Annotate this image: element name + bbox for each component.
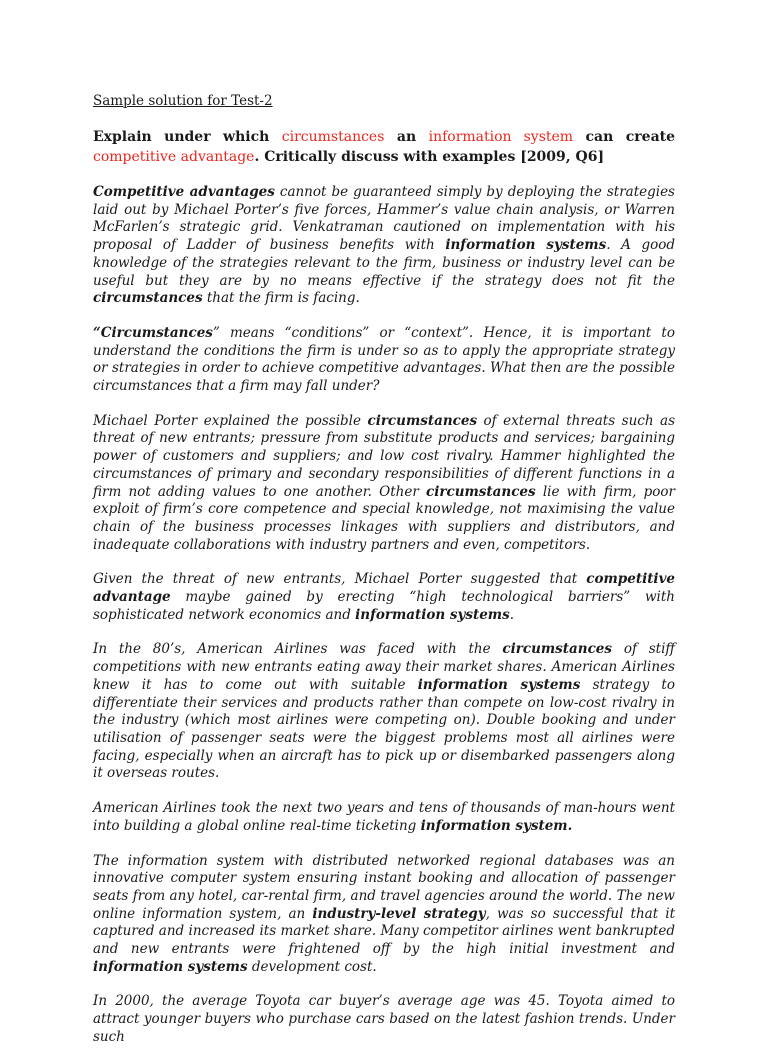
bold-term: “Circumstances	[93, 324, 213, 341]
bold-term: information systems	[417, 676, 581, 693]
paragraph-text: The information system with distributed networked regional databases was an innovative computer system ensuring instant booking and allocation of passenger seats from any hotel, car-rental firm, and travel agencies around the world. The new online information system, an	[93, 852, 675, 922]
paragraph-ticketing-system	[93, 800, 675, 835]
keyword-information-system: information system	[428, 129, 574, 145]
paragraph-text: development cost.	[247, 958, 377, 975]
paragraph-distributed-system	[93, 853, 675, 977]
document-title: Sample solution for Test-2	[93, 93, 273, 109]
paragraph-american-airlines	[93, 641, 675, 783]
paragraph-text: ” means “conditions” or “context”. Hence, it is important to understand the conditions the firm is under so as to apply the appropriate strategy or strategies in order to achieve competitive advantages. What then are the possible circumstances that a firm may fall under?	[93, 324, 675, 395]
paragraph-text: of stiff competitions with new entrants eating away their market shares. American Airlines knew it has to come out with suitable	[93, 641, 675, 693]
paragraph-text: American Airlines took the next two years and tens of thousands of man-hours went into building a global online real-time ticketing	[93, 800, 675, 834]
question-text: . Critically discuss with examples [2009, Q6]	[254, 149, 605, 165]
paragraph-text: In 2000, the average Toyota car buyer’s average age was 45. Toyota aimed to attract younger buyers who purchase cars based on the latest fashion trends. Under such	[93, 993, 675, 1045]
question-text: can create	[585, 129, 676, 145]
paragraph-text: . A good knowledge of the strategies relevant to the firm, business or industry level can be useful but they are by no means effective if the strategy does not fit the	[93, 237, 675, 289]
paragraph-text: maybe gained by erecting “high technological barriers” with sophisticated network economics and	[93, 589, 675, 623]
paragraph-text: , was so successful that it captured and increased its market share. Many competitor airlines went bankrupted and new entrants were frightened off by the high initial investment and	[93, 905, 675, 958]
question-text: an	[396, 129, 417, 145]
paragraph-text: of external threats such as threat of new entrants; pressure from substitute products and services; bargaining power of customers and suppliers; and low cost rivalry. Hammer highlighted the circumstances of primary and secondary responsibilities of different functions in a firm not adding values to one another. Other	[93, 412, 676, 500]
bold-term: industry-level strategy	[312, 905, 486, 922]
bold-term: information systems	[93, 958, 248, 975]
bold-term: competitive advantage	[93, 571, 675, 606]
bold-term: circumstances	[367, 412, 478, 429]
paragraph-new-entrants	[93, 571, 675, 624]
paragraph-text: Given the threat of new entrants, Michael Porter suggested that	[93, 571, 587, 588]
bold-term: information system.	[420, 817, 573, 834]
question-text: Explain under which	[93, 129, 270, 145]
question-heading	[93, 127, 675, 167]
paragraph-text: Michael Porter explained the possible	[93, 412, 368, 429]
document-page	[93, 93, 675, 1064]
paragraph-text: lie with firm, poor exploit of firm’s core competence and special knowledge, not maximising the value chain of the business processes linkages with suppliers and distributors, and inadequate collaborations with industry partners and even, competitors.	[93, 483, 675, 553]
bold-term: information systems	[445, 237, 607, 254]
paragraph-porter-circumstances	[93, 413, 675, 555]
bold-term: Competitive advantages	[93, 184, 275, 200]
bold-term: circumstances	[426, 483, 536, 500]
paragraph-text: .	[509, 606, 514, 623]
paragraph-text: In the 80’s, American Airlines was faced with the	[93, 641, 503, 658]
paragraph-competitive-advantages	[93, 184, 675, 308]
keyword-competitive-advantage: competitive advantage	[93, 149, 255, 165]
bold-term: circumstances	[502, 641, 612, 658]
paragraph-circumstances-definition	[93, 325, 675, 396]
bold-term: circumstances	[93, 290, 203, 307]
keyword-circumstances: circumstances	[281, 129, 385, 145]
paragraph-text: strategy to differentiate their services and products rather than compete on low-cost rivalry in the industry (which most airlines were competing on). Double booking and under utilisation of passenger seats were the biggest problems most all airlines were facing, especially when an aircraft has to pick up or disembarked passengers along it overseas routes.	[93, 676, 675, 782]
paragraph-toyota	[93, 993, 675, 1046]
paragraph-text: that the firm is facing.	[202, 290, 360, 307]
paragraph-text: cannot be guaranteed simply by deploying the strategies laid out by Michael Porter’s five forces, Hammer’s value chain analysis, or Warren McFarlen’s strategic grid. Venkatraman cautioned on implementation with his proposal of Ladder of business benefits with	[93, 184, 675, 254]
bold-term: information systems	[355, 606, 510, 623]
